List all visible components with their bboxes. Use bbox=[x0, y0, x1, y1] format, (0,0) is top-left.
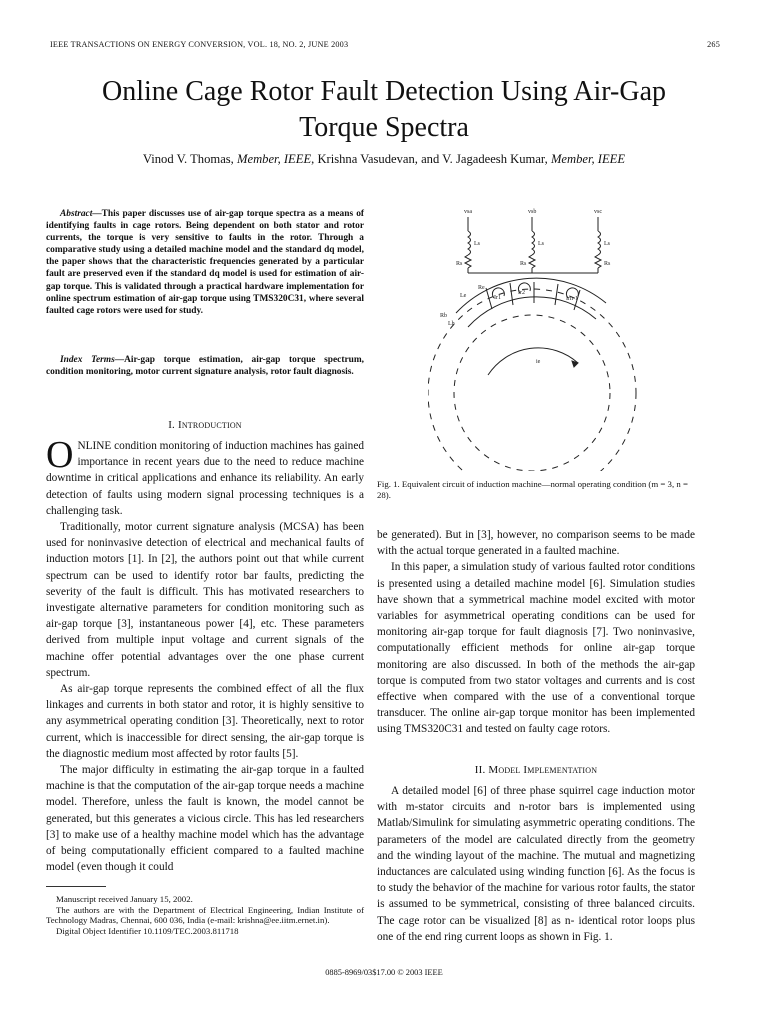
author-3-membership: Member, IEEE bbox=[550, 152, 626, 166]
label-vc: vsc bbox=[594, 209, 602, 215]
section-heading-introduction: I. Introduction bbox=[168, 419, 242, 431]
label-rs-b: Rs bbox=[520, 261, 527, 267]
label-ls-b: Ls bbox=[538, 241, 544, 247]
right-column-body bbox=[377, 527, 695, 738]
circuit-diagram bbox=[428, 203, 688, 471]
label-ls-a: Ls bbox=[474, 241, 480, 247]
paper-title bbox=[40, 74, 728, 146]
section-heading-model-implementation: II. Model Implementation bbox=[474, 764, 598, 776]
index-terms bbox=[46, 354, 364, 378]
page-number: 265 bbox=[707, 40, 720, 49]
author-list bbox=[40, 152, 728, 167]
label-ls-c: Ls bbox=[604, 241, 610, 247]
abstract bbox=[46, 208, 364, 317]
stator-dashed-circle bbox=[428, 289, 636, 471]
title-line-2: Torque Spectra bbox=[299, 112, 469, 143]
intro-paragraph-1: ONLINE condition monitoring of induction machines has gained importance in recent years due to the need to reduce machine downtime in critical applications and enhance its reliability. An early detection of faults using modern signal processing techniques is a challenging task. bbox=[46, 434, 364, 517]
label-ir1: Ir1 bbox=[494, 295, 501, 301]
figure-1-caption: Fig. 1. Equivalent circuit of induction machine—normal operating condition (m = 3, n = 28). bbox=[377, 479, 688, 500]
label-ie: ie bbox=[536, 359, 541, 365]
label-irn: Irn-1 bbox=[566, 296, 578, 302]
index-terms-lead: Index Terms bbox=[60, 355, 115, 365]
footnote-received: Manuscript received January 15, 2002. bbox=[56, 894, 193, 904]
model-implementation-body bbox=[377, 783, 695, 945]
label-va: vsa bbox=[464, 209, 472, 215]
end-ring-current bbox=[488, 348, 578, 375]
footnote-doi: Digital Object Identifier 10.1109/TEC.2003.811718 bbox=[56, 925, 239, 936]
index-terms-text: —Air-gap torque estimation, air-gap torque spectrum, condition monitoring, motor current signature analysis, rotor fault diagnosis. bbox=[46, 355, 364, 378]
author-1: Vinod V. Thomas, bbox=[142, 152, 234, 166]
running-head bbox=[50, 40, 720, 49]
abstract-lead: Abstract bbox=[60, 209, 93, 219]
label-rs-a: Rs bbox=[456, 261, 463, 267]
footnote-rule bbox=[46, 886, 106, 887]
author-2-3: , Krishna Vasudevan, and V. Jagadeesh Kumar, bbox=[311, 152, 548, 166]
copyright-footer: 0885-8969/03$17.00 © 2003 IEEE bbox=[325, 968, 443, 977]
intro-paragraph-4: The major difficulty in estimating the air-gap torque in a faulted machine is that the computation of the air-gap torque needs a machine model. Therefore, unless the fault is known, the model cannot be generated, but this generates a vicious circle. This has led researchers [3] to make use of a healthy machine model which has the advantage of being computationally efficient compared to a faulted machine model (even though it could bbox=[46, 764, 364, 874]
title-line-1: Online Cage Rotor Fault Detection Using Air-Gap bbox=[101, 76, 666, 107]
figure-1-equivalent-circuit bbox=[428, 203, 688, 471]
label-lb: Lb bbox=[448, 321, 455, 327]
label-ir2: Ir2 bbox=[518, 290, 525, 296]
intro-paragraph-4-continued: be generated). But in [3], however, no comparison seems to be made with the actual torque generated in a faulted machine. bbox=[377, 529, 695, 558]
model-paragraph-1: A detailed model [6] of three phase squirrel cage induction motor with m-stator circuits and n-rotor bars is implemented using Matlab/Simulink for simulating asymmetric operating conditions. The parameters of the model are calculated directly from the geometry and the winding layout of the machine. The mutual and magnetizing inductances are calculated using winding function [6]. As the focus is to study the behavior of the machine for various rotor faults, the stator is assumed to be symmetrical, consisting of three balanced circuits. The cage rotor can be visualized [8] as n- identical rotor loops plus one of the end ring current loops as shown in Fig. 1. bbox=[377, 785, 695, 943]
label-rs-c: Rs bbox=[604, 261, 611, 267]
label-re: Re bbox=[478, 285, 485, 291]
intro-paragraph-3: As air-gap torque represents the combined effect of all the flux linkages and currents in both stator and rotor, it is highly sensitive to any asymmetrical operating condition [3]. Theoretically, next to rotor current, which is inaccessible for direct sensing, the air-gap torque is the diagnostic medium most affected by rotor faults [5]. bbox=[46, 683, 364, 760]
footnote-affiliation: The authors are with the Department of Electrical Engineering, Indian Institute of Technology Madras, Chennai, 600 036, India (e-mail: krishna@ee.iitm.ernet.in). bbox=[46, 904, 364, 926]
label-le: Le bbox=[460, 293, 467, 299]
label-vb: vsb bbox=[528, 209, 537, 215]
intro-paragraph-2: Traditionally, motor current signature analysis (MCSA) has been used for noninvasive detection of electrical and mechanical faults of induction motors [1]. In [2], the authors point out that while current spectrum can be used to identify rotor bar faults, predicting the severity of the fault is difficult. This has motivated researchers to investigate alternative parameters for condition monitoring such as air-gap torque [3], instantaneous power [4], etc. These parameters derived from multiple input voltage and current signals of the machine offer potential advantages over the one phase current spectrum. bbox=[46, 521, 364, 679]
abstract-text: —This paper discusses use of air-gap torque spectra as a means of identifying faults in cage rotors. Being dependent on both stator and rotor currents, the torque is very sensitive to faults in the rotor. Through a comparative study using a detailed machine model and the standard dq model, the paper shows that the characteristic frequencies generated by a particular fault are preserved even if the standard dq model is used for estimation of air-gap torque. This is validated through a practical hardware implementation for online spectrum estimation of air-gap torque using TMS320C31, where several faulted cage rotors were used for study. bbox=[46, 209, 364, 316]
drop-cap: O bbox=[46, 434, 74, 476]
rotor-dashed-circle bbox=[454, 315, 610, 471]
author-1-membership: Member, IEEE bbox=[237, 152, 312, 166]
label-rb: Rb bbox=[440, 313, 448, 319]
intro-paragraph-5: In this paper, a simulation study of various faulted rotor conditions is presented using a detailed machine model [6]. Simulation studies have shown that a symmetrical machine model excited with motor variables for asymmetrical operating conditions can be used for monitoring air-gap torque for fault diagnosis [7]. Two noninvasive, computationally efficient methods for online air-gap torque monitoring are also discussed. In both of the methods the air-gap torque is computed from two stator voltages and currents and is cost effective when compared with the use of a conventional torque transducer. The online air-gap torque monitor has been implemented using TMS320C31 and tested on faulty cage rotors. bbox=[377, 561, 695, 736]
journal-name: IEEE TRANSACTIONS ON ENERGY CONVERSION, VOL. 18, NO. 2, JUNE 2003 bbox=[50, 40, 349, 49]
footnotes bbox=[46, 894, 364, 936]
introduction-body bbox=[46, 434, 364, 875]
